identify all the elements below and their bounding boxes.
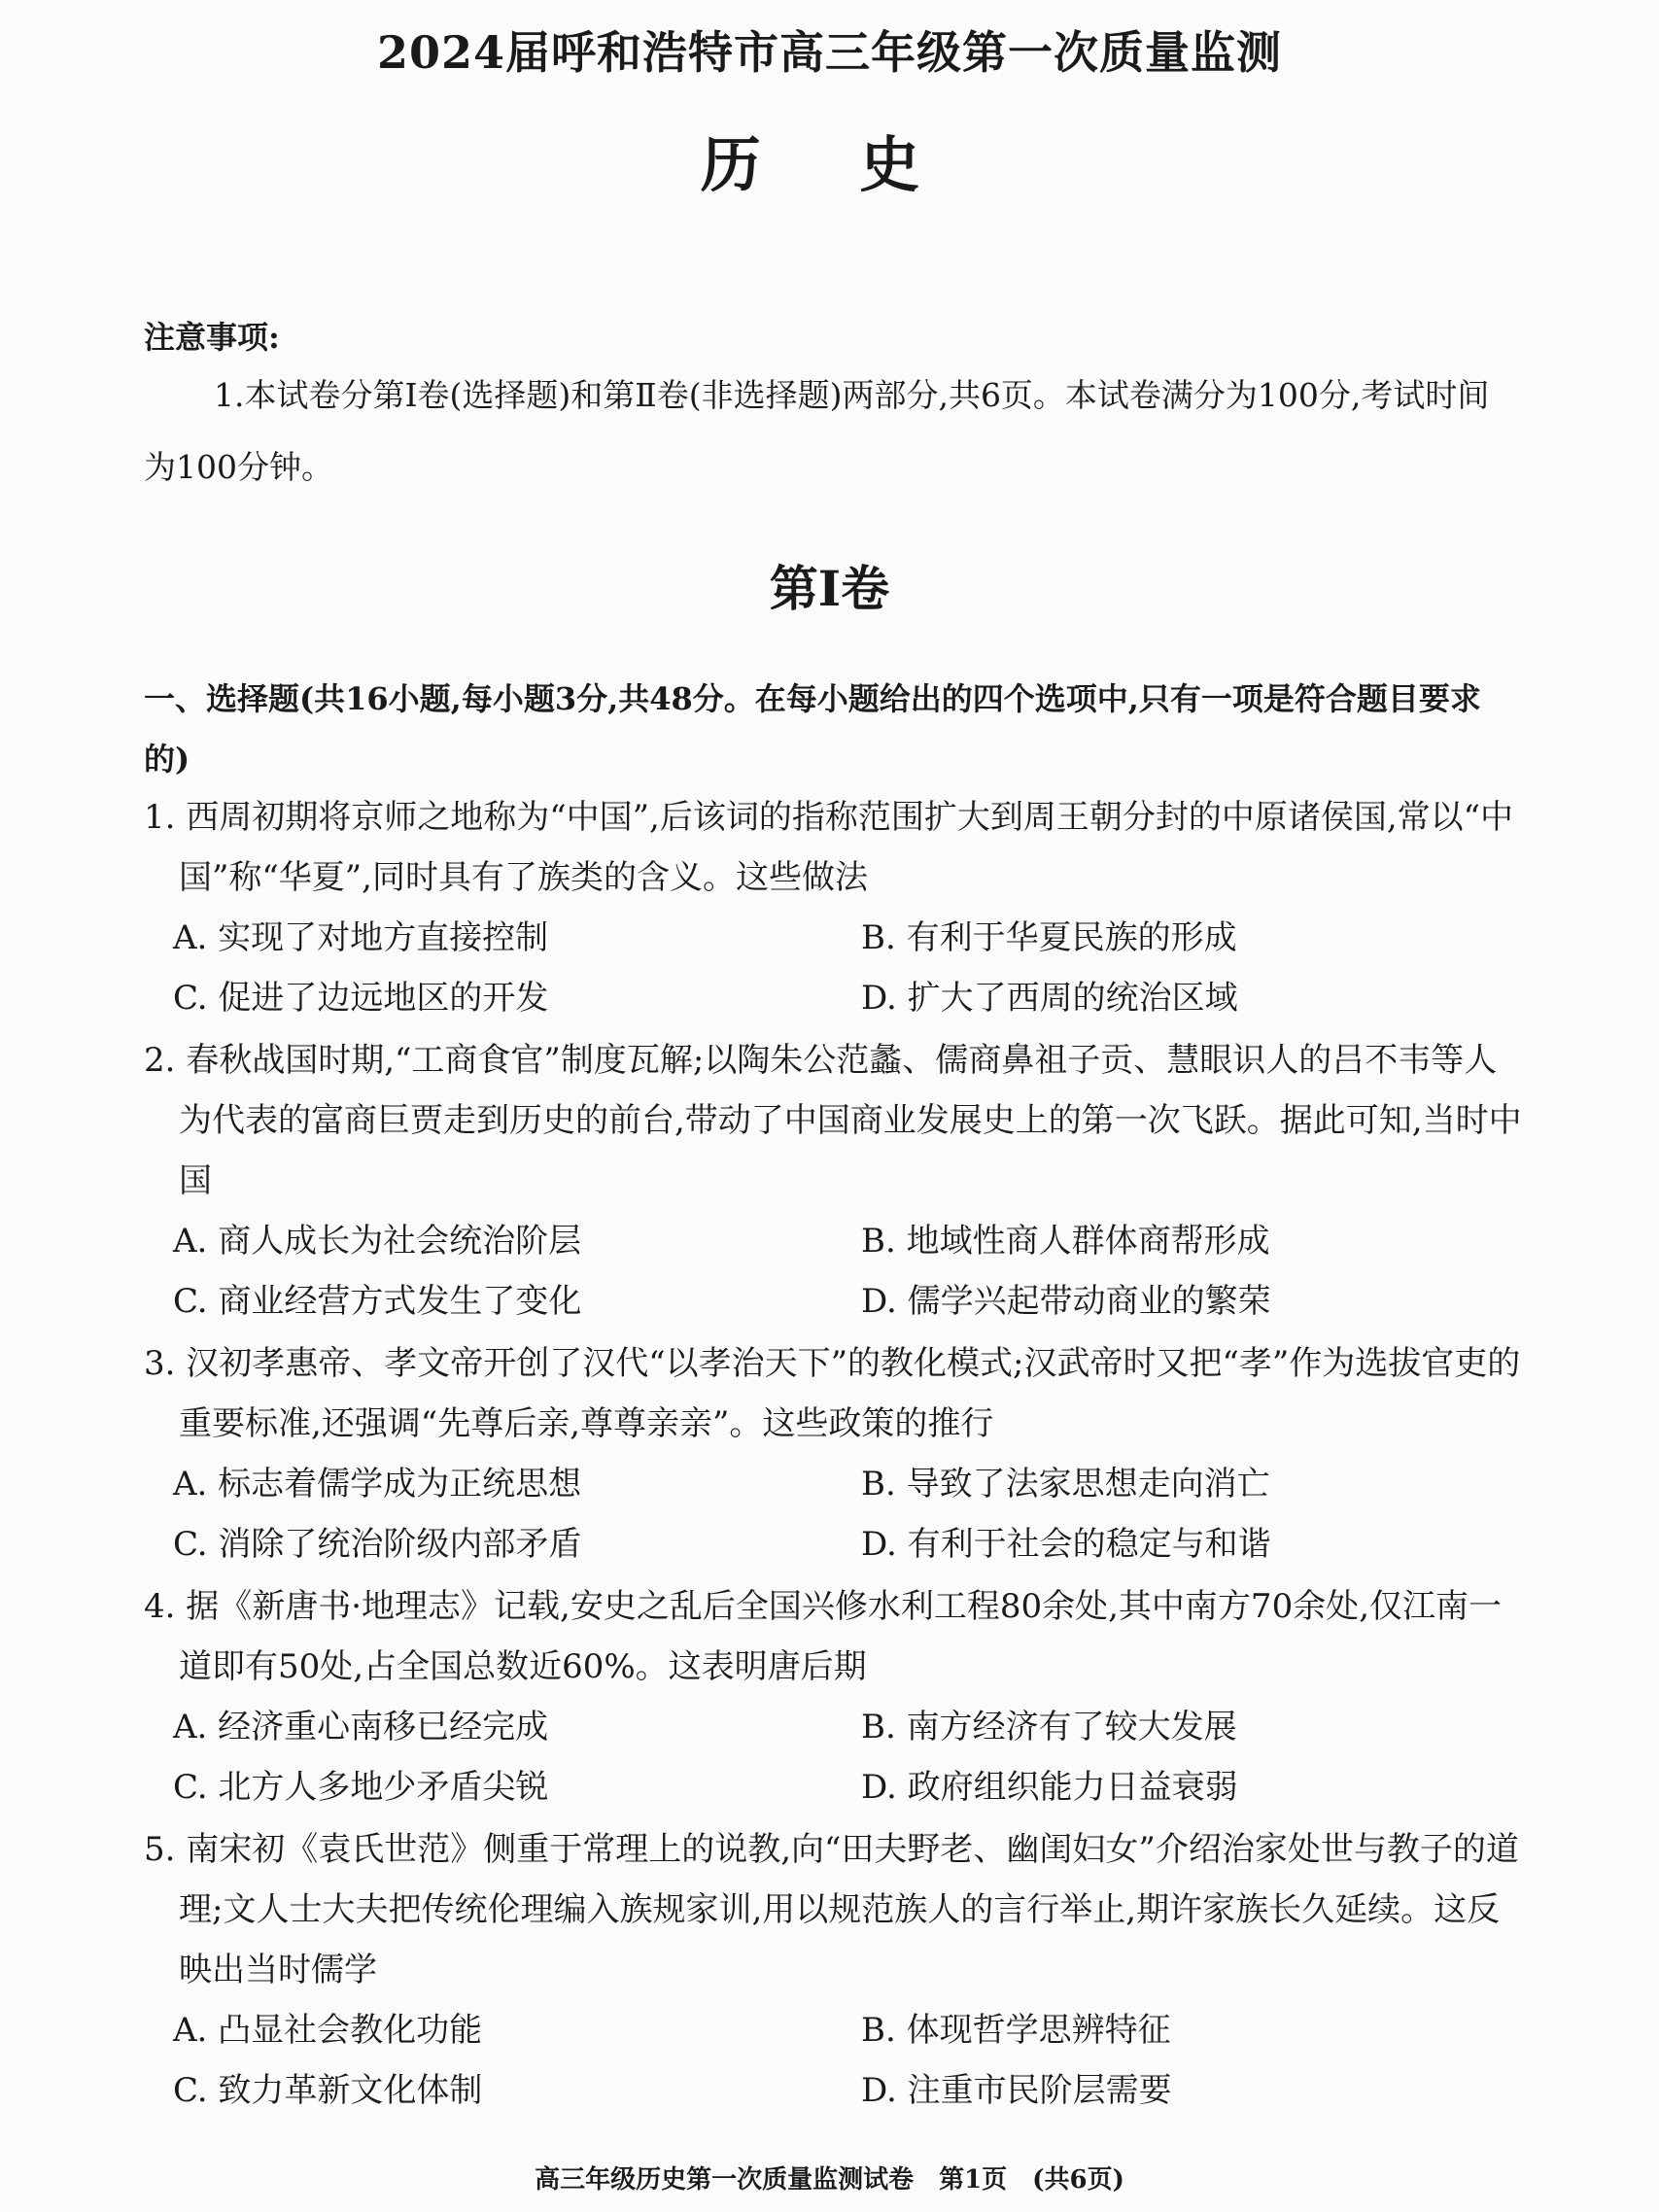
option-a: A. 经济重心南移已经完成	[173, 1708, 549, 1746]
option-b: B. 体现哲学思辨特征	[861, 2011, 1171, 2050]
option-d: D. 儒学兴起带动商业的繁荣	[861, 1282, 1271, 1321]
notice-item-1: 1.本试卷分第Ⅰ卷(选择题)和第Ⅱ卷(非选择题)两部分,共6页。本试卷满分为100分,考试时间为100分钟。	[144, 376, 1490, 486]
page-footer: 高三年级历史第一次质量监测试卷 第1页 (共6页)	[535, 2165, 1124, 2195]
option-c: C. 消除了统治阶级内部矛盾	[173, 1525, 582, 1564]
option-d: D. 有利于社会的稳定与和谐	[861, 1525, 1271, 1564]
question-stem: 4. 据《新唐书·地理志》记载,安史之乱后全国兴修水利工程80余处,其中南方70余处,仅江南一道即有50处,占全国总数近60%。这表明唐后期	[144, 1587, 1503, 1686]
question-options	[144, 2000, 1524, 2121]
exam-title: 2024届呼和浩特市高三年级第一次质量监测	[376, 26, 1283, 79]
option-a: A. 商人成长为社会统治阶层	[173, 1222, 582, 1261]
question-options	[144, 908, 1524, 1028]
option-a: A. 实现了对地方直接控制	[173, 918, 549, 957]
question-stem: 2. 春秋战国时期,“工商食官”制度瓦解;以陶朱公范蠡、儒商鼻祖子贡、慧眼识人的吕不韦等人为代表的富商巨贾走到历史的前台,带动了中国商业发展史上的第一次飞跃。据此可知,当时中国	[144, 1041, 1522, 1200]
option-b: B. 地域性商人群体商帮形成	[861, 1222, 1270, 1261]
section-heading: 第Ⅰ卷	[769, 560, 890, 617]
subject-title: 历 史	[700, 129, 959, 200]
part-instruction: 一、选择题(共16小题,每小题3分,共48分。在每小题给出的四个选项中,只有一项是符合题目要求的)	[144, 680, 1481, 778]
option-d: D. 政府组织能力日益衰弱	[861, 1768, 1238, 1807]
option-c: C. 致力革新文化体制	[173, 2071, 483, 2110]
question-4	[144, 1576, 1524, 1817]
option-b: B. 南方经济有了较大发展	[861, 1708, 1237, 1746]
option-a: A. 凸显社会教化功能	[173, 2011, 483, 2050]
option-d: D. 扩大了西周的统治区域	[861, 979, 1238, 1018]
question-stem: 5. 南宋初《袁氏世范》侧重于常理上的说教,向“田夫野老、幽闺妇女”介绍治家处世与教子的道理;文人士大夫把传统伦理编入族规家训,用以规范族人的言行举止,期许家族长久延续。这反映出当时儒学	[144, 1830, 1519, 1989]
option-a: A. 标志着儒学成为正统思想	[173, 1465, 582, 1503]
option-b: B. 有利于华夏民族的形成	[861, 918, 1237, 957]
question-options	[144, 1454, 1524, 1574]
option-c: C. 促进了边远地区的开发	[173, 979, 549, 1018]
question-3	[144, 1333, 1524, 1574]
question-stem: 1. 西周初期将京师之地称为“中国”,后该词的指称范围扩大到周王朝分封的中原诸侯国,常以“中国”称“华夏”,同时具有了族类的含义。这些做法	[144, 798, 1514, 897]
question-2	[144, 1030, 1524, 1331]
option-b: B. 导致了法家思想走向消亡	[861, 1465, 1270, 1503]
option-c: C. 商业经营方式发生了变化	[173, 1282, 582, 1321]
question-options	[144, 1697, 1524, 1817]
option-d: D. 注重市民阶层需要	[861, 2071, 1172, 2110]
question-stem: 3. 汉初孝惠帝、孝文帝开创了汉代“以孝治天下”的教化模式;汉武帝时又把“孝”作为选拔官吏的重要标准,还强调“先尊后亲,尊尊亲亲”。这些政策的推行	[144, 1344, 1521, 1443]
question-options	[144, 1211, 1524, 1331]
option-c: C. 北方人多地少矛盾尖锐	[173, 1768, 549, 1807]
notice-heading: 注意事项:	[144, 319, 280, 356]
question-1	[144, 787, 1524, 1028]
question-5	[144, 1819, 1524, 2121]
